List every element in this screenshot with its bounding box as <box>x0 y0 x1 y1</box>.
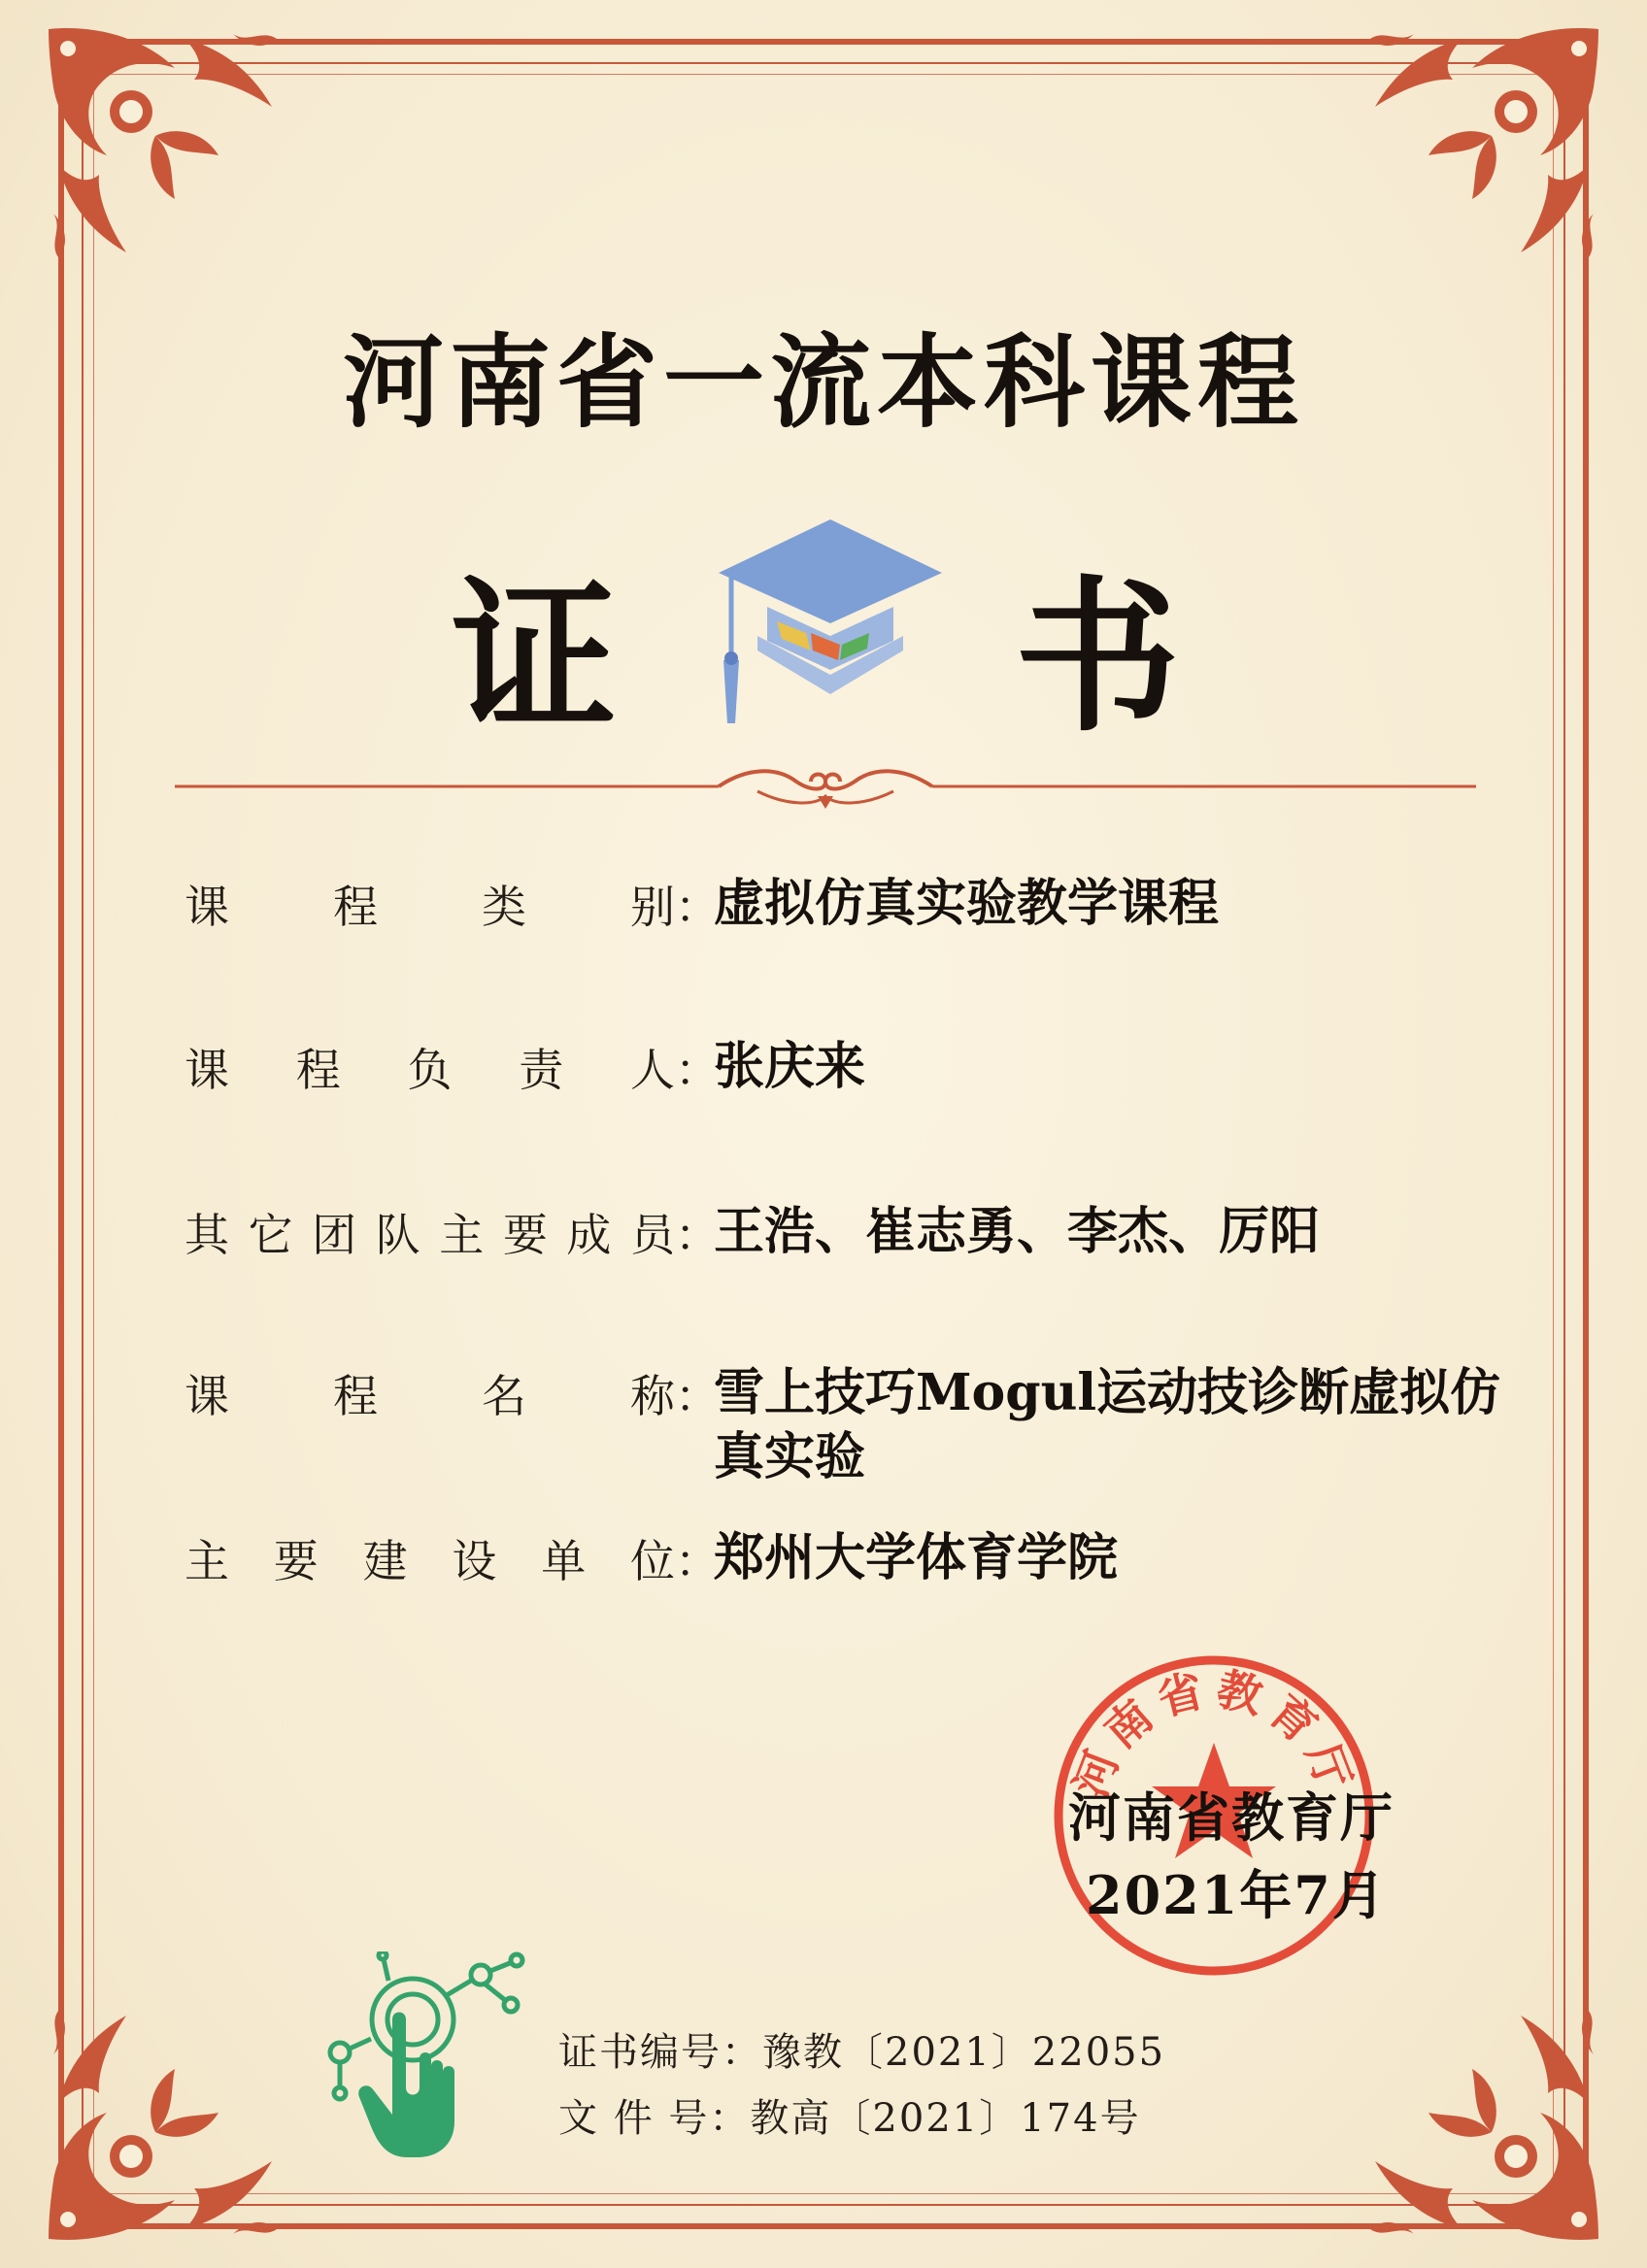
field-label <box>185 1526 675 1590</box>
field-team-members <box>185 1200 1520 1264</box>
issuer-name: 河南省教育厅 <box>1068 1786 1395 1849</box>
label-char: 名 <box>482 1370 526 1422</box>
label-char: 责 <box>519 1044 564 1096</box>
label-char: 设 <box>452 1535 497 1587</box>
issue-date: 2021年7月 <box>1086 1864 1387 1926</box>
certificate-title: 河南省一流本科课程 <box>342 322 1304 442</box>
label-char: 其 <box>185 1209 229 1261</box>
graduation-cap-icon <box>714 515 947 738</box>
document-number: 文 件 号：教高〔2021〕174号 <box>558 2096 1141 2141</box>
field-label <box>185 872 675 936</box>
label-char: 人 <box>630 1044 675 1096</box>
field-colon: ： <box>675 1535 720 1587</box>
label-char: 主 <box>185 1535 229 1587</box>
touch-tech-icon <box>311 1951 534 2165</box>
field-course-category <box>185 872 1520 936</box>
label-char: 要 <box>502 1209 548 1261</box>
label-char: 位 <box>629 1535 675 1587</box>
corner-ornament-top-left <box>39 19 291 272</box>
ornamental-divider <box>175 762 1476 811</box>
field-value: 王浩、崔志勇、李杰、厉阳 <box>714 1202 1321 1261</box>
label-char: 主 <box>439 1209 485 1261</box>
field-colon: ： <box>675 881 720 933</box>
corner-ornament-top-right <box>1356 19 1608 272</box>
label-char: 程 <box>333 1370 378 1422</box>
label-char: 别 <box>630 881 675 933</box>
field-value: 雪上技巧Mogul运动技诊断虚拟仿真实验 <box>714 1363 1501 1486</box>
field-colon: ： <box>675 1370 720 1422</box>
field-value: 虚拟仿真实验教学课程 <box>714 874 1220 933</box>
label-char: 课 <box>185 1044 229 1096</box>
svg-text:河南省教育厅: 河南省教育厅 <box>1063 1661 1364 1805</box>
label-char: 程 <box>333 881 378 933</box>
label-char: 类 <box>482 881 526 933</box>
label-char: 队 <box>375 1209 420 1261</box>
label-char: 课 <box>185 881 229 933</box>
label-char: 课 <box>185 1370 229 1422</box>
cert-word-right: 书 <box>1015 560 1181 754</box>
corner-ornament-bottom-right <box>1356 1996 1608 2249</box>
label-char: 程 <box>295 1044 341 1096</box>
cert-word-left: 证 <box>452 560 618 754</box>
label-char: 成 <box>566 1209 612 1261</box>
certificate-number: 证书编号：豫教〔2021〕22055 <box>558 2030 1166 2075</box>
field-value: 张庆来 <box>714 1037 866 1096</box>
label-char: 它 <box>248 1209 293 1261</box>
label-char: 负 <box>407 1044 453 1096</box>
field-course-name <box>185 1361 1520 1489</box>
corner-ornament-bottom-left <box>39 1996 291 2249</box>
field-label <box>185 1361 675 1425</box>
field-value: 郑州大学体育学院 <box>714 1528 1119 1587</box>
label-char: 建 <box>362 1535 408 1587</box>
field-colon: ： <box>675 1209 720 1261</box>
field-main-unit <box>185 1526 1520 1590</box>
label-char: 称 <box>630 1370 675 1422</box>
label-char: 单 <box>541 1535 587 1587</box>
field-colon: ： <box>675 1044 720 1096</box>
label-char: 员 <box>629 1209 675 1261</box>
field-course-leader <box>185 1035 1520 1099</box>
label-char: 团 <box>312 1209 357 1261</box>
field-label <box>185 1035 675 1099</box>
field-label <box>185 1200 675 1264</box>
label-char: 要 <box>273 1535 319 1587</box>
